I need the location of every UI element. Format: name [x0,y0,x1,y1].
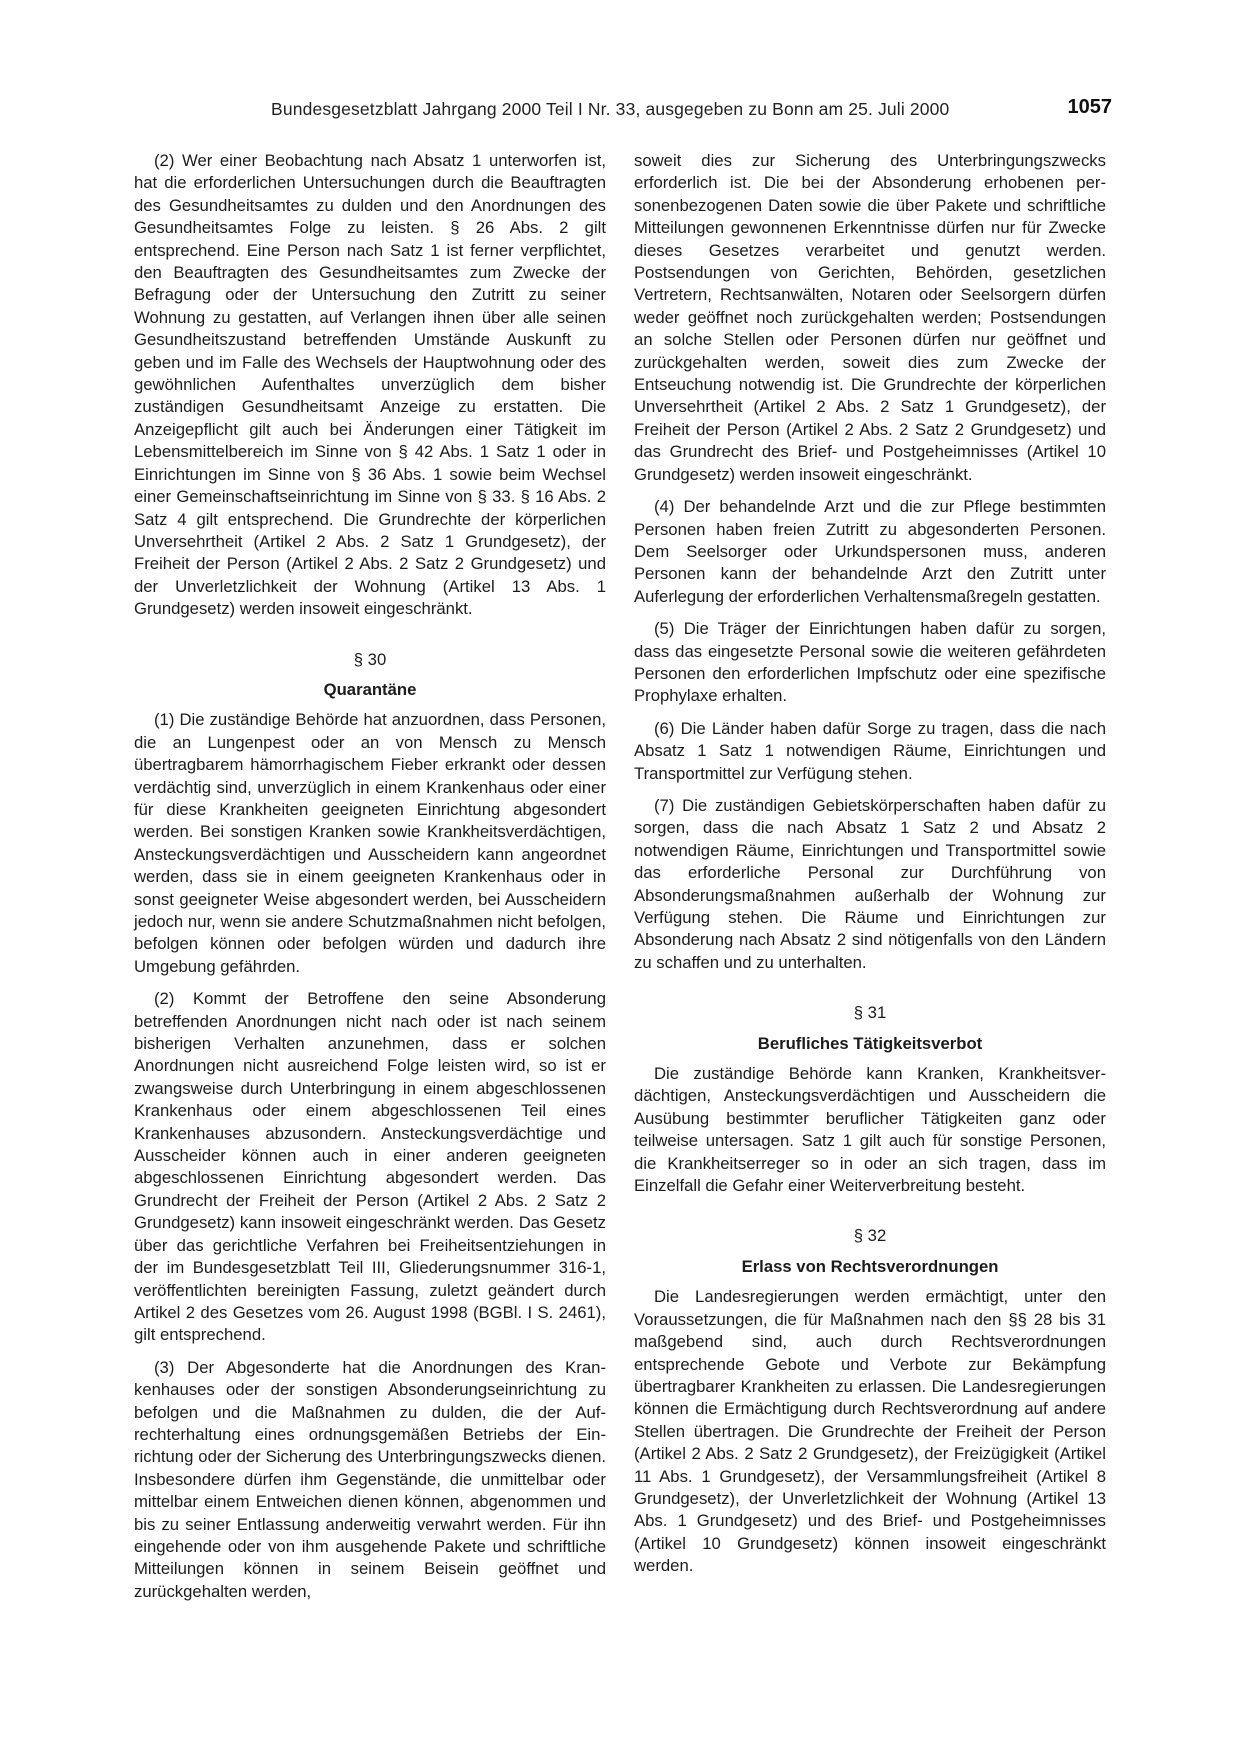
paragraph-s32: Die Landesregierungen werden ermächtigt, unter den Voraussetzungen, die für Maßnahmen nach den §§ 28 bis 31 maßgebend sind, auch durch Rechtsverordnungen entsprechende Gebote und Verbote zur Bekämpfung übertragbarer Krankheiten zu erlassen. Die Landesregierungen können die Ermächtigung durch Rechtsverordnung auf andere Stellen übertragen. Die Grundrechte der Freiheit der Person (Artikel 2 Abs. 2 Satz 2 Grundgesetz), der Freizügigkeit (Artikel 11 Abs. 1 Grundgesetz), der Versammlungsfreiheit (Artikel 8 Grundgesetz), der Unverletzlichkeit der Wohnung (Artikel 13 Abs. 1 Grundgesetz) und des Brief- und Postgeheimnisses (Artikel 10 Grundgesetz) können insoweit eingeschränkt werden. [634,1287,1106,1576]
paragraph-s30-2: (2) Kommt der Betroffene den seine Absonderung betreffenden Anordnungen nicht nach oder ist nach seinem bisherigen Verhalten anzunehmen, dass er solchen Anordnungen nicht ausreichend Folge leisten wird, so ist er zwangsweise durch Unterbringung in einem abgeschlossenen Krankenhaus oder einem abgeschlossenen Teil eines Krankenhauses abzusondern. Ansteckungsverdächtige und Ausscheider können auch in einer anderen geeigneten abgeschlossenen Einrichtung abgesondert werden. Das Grundrecht der Freiheit der Person (Artikel 2 Abs. 2 Satz 2 Grundgesetz) kann insoweit eingeschränkt werden. Das Gesetz über das gerichtliche Verfahren bei Freiheitsentziehungen in der im Bundesgesetzblatt Teil III, Gliederungsnummer 316-1, veröffentlichten bereinigten Fassung, zuletzt geändert durch Artikel 2 des Gesetzes vom 26. August 1998 (BGBl. I S. 2461), gilt entsprechend. [134,989,606,1345]
section-title-30: Quarantäne [323,679,417,699]
right-column [634,150,1106,1588]
running-header-title: Bundesgesetzblatt Jahrgang 2000 Teil I Nr. 33, ausgegeben zu Bonn am 25. Juli 2000 [271,99,950,119]
paragraph-s30-6: (6) Die Länder haben dafür Sorge zu tragen, dass die nach Absatz 1 Satz 1 notwendigen Räume, Einrichtungen und Transportmittel zur Verfügung stehen. [634,718,1106,783]
paragraph-s31: Die zuständige Behörde kann Kranken, Krankheitsverdächtigen, Ansteckungsverdächtigen und Ausscheidern die Ausübung bestimmter beruflicher Tätigkeiten ganz oder teilweise untersagen. Satz 1 gilt auch für sonstige Personen, die Krankheitserreger so in oder an sich tragen, dass im Einzelfall die Gefahr einer Weiterverbreitung besteht. [634,1064,1106,1196]
paragraph-s30-5: (5) Die Träger der Einrichtungen haben dafür zu sorgen, dass das eingesetzte Personal sowie die weiteren gefährdeten Personen den erforderlichen Impfschutz oder eine spezifische Prophylaxe erhalten. [634,619,1106,706]
section-number-31: § 31 [853,1003,887,1023]
paragraph-s30-7: (7) Die zuständigen Gebietskörperschaften haben dafür zu sorgen, dass die nach Absatz 1 Satz 2 und Absatz 2 notwendigen Räume, Einrichtungen und Transportmittel sowie das erforderliche Personal zur Durchführung von Absonderungsmaßnahmen außerhalb der Wohnung zur Verfügung stehen. Die Räume und Einrichtungen zur Absonderung nach Absatz 2 sind nötigenfalls von den Ländern zu schaffen und zu unterhalten. [634,795,1106,972]
page-header [134,96,1112,124]
paragraph-s30-3: (3) Der Abgesonderte hat die Anordnungen des Krankenhauses oder der sonstigen Absonderungseinrichtung zu befolgen und die Maßnahmen zu dulden, die der Aufrechterhaltung eines ordnungsgemäßen Betriebs der Einrichtung oder der Sicherung des Unterbringungszwecks dienen. Insbesondere dürfen ihm Gegenstände, die unmittelbar oder mittelbar einem Entweichen dienen können, abgenommen und bis zu seiner Entlassung anderweitig verwahrt werden. Für ihn eingehende oder von ihm ausgehende Pakete und schriftliche Mitteilungen können in seinem Beisein geöffnet und zurückgehalten werden, [134,1357,606,1601]
page-number: 1057 [1067,96,1112,118]
section-title-32: Erlass von Rechtsverordnungen [741,1256,999,1276]
paragraph-s30-4: (4) Der behandelnde Arzt und die zur Pflege bestimmten Personen haben freien Zutritt zu abgesonderten Personen. Dem Seelsorger oder Urkundspersonen muss, anderen Personen kann der behandelnde Arzt den Zutritt unter Auferlegung der erforderlichen Verhaltensmaßregeln gestatten. [634,497,1106,606]
left-column [134,150,606,1613]
paragraph-s30-1: (1) Die zuständige Behörde hat anzuordnen, dass Personen, die an Lungenpest oder an von Mensch zu Mensch übertragbarem hämorrhagischem Fieber erkrankt oder dessen verdächtig sind, unverzüglich in einem Krankenhaus oder einer für diese Krankheiten geeigneten Einrichtung abgesondert werden. Bei sonstigen Kranken sowie Krankheitsverdächtigen, Ansteckungsverdächtigen und Ausscheidern kann angeordnet werden, dass sie in einem geeigneten Krankenhaus oder in sonst geeigneter Weise abgesondert werden, bei Ausscheidern jedoch nur, wenn sie andere Schutzmaßnahmen nicht befolgen, befolgen können oder befolgen würden und dadurch ihre Umgebung gefährden. [134,710,606,976]
section-number-32: § 32 [853,1226,887,1246]
paragraph-s29-2: (2) Wer einer Beobachtung nach Absatz 1 unterworfen ist, hat die erforderlichen Untersuchungen durch die Beauftragten des Gesundheitsamtes zu dulden und den Anordnungen des Gesundheitsamtes Folge zu leisten. § 26 Abs. 2 gilt entsprechend. Eine Person nach Satz 1 ist ferner verpflichtet, den Beauftragten des Gesundheitsamtes zum Zwecke der Befragung oder der Untersuchung den Zutritt zu seiner Wohnung zu gestatten, auf Verlangen ihnen über alle seinen Gesundheitszustand betreffenden Umstände Auskunft zu geben und im Falle des Wechsels der Hauptwohnung oder des gewöhnlichen Aufenthaltes unverzüglich dem bisher zuständigen Gesundheitsamt Anzeige zu erstatten. Die Anzeigepflicht gilt auch bei Änderungen einer Tätigkeit im Lebensmittelbereich im Sinne von § 42 Abs. 1 Satz 1 oder in Einrichtungen im Sinne von § 36 Abs. 1 sowie beim Wechsel einer Gemeinschaftseinrichtung im Sinne von § 33. § 16 Abs. 2 Satz 4 gilt entsprechend. Die Grundrechte der körperlichen Unversehrtheit (Artikel 2 Abs. 2 Satz 1 Grundgesetz), der Freiheit der Person (Artikel 2 Abs. 2 Satz 2 Grundgesetz) und der Unverletzlichkeit der Wohnung (Artikel 13 Abs. 1 Grundgesetz) werden insoweit eingeschränkt. [134,151,606,619]
paragraph-s30-3-continued: soweit dies zur Sicherung des Unterbringungszwecks erforderlich ist. Die bei der Absonderung erhobenen personenbezogenen Daten sowie die über Pakete und schriftliche Mitteilungen gewonnenen Erkenntnisse dürfen nur für Zwecke dieses Gesetzes verarbeitet und genutzt werden. Postsendungen von Gerichten, Behörden, gesetzlichen Vertretern, Rechtsanwälten, Notaren oder Seelsorgern dürfen weder geöffnet noch zurückgehalten werden; Postsendungen an solche Stellen oder Personen dürfen nur geöffnet und zurückgehalten werden, soweit dies zum Zwecke der Entseuchung notwendig ist. Die Grundrechte der körperlichen Unversehrtheit (Artikel 2 Abs. 2 Satz 1 Grundgesetz), der Freiheit der Person (Artikel 2 Abs. 2 Satz 2 Grundgesetz) und das Grundrecht des Brief- und Postgeheimnisses (Artikel 10 Grundgesetz) werden insoweit eingeschränkt. [634,151,1106,484]
section-title-31: Berufliches Tätigkeitsverbot [757,1033,983,1053]
section-number-30: § 30 [353,649,387,669]
